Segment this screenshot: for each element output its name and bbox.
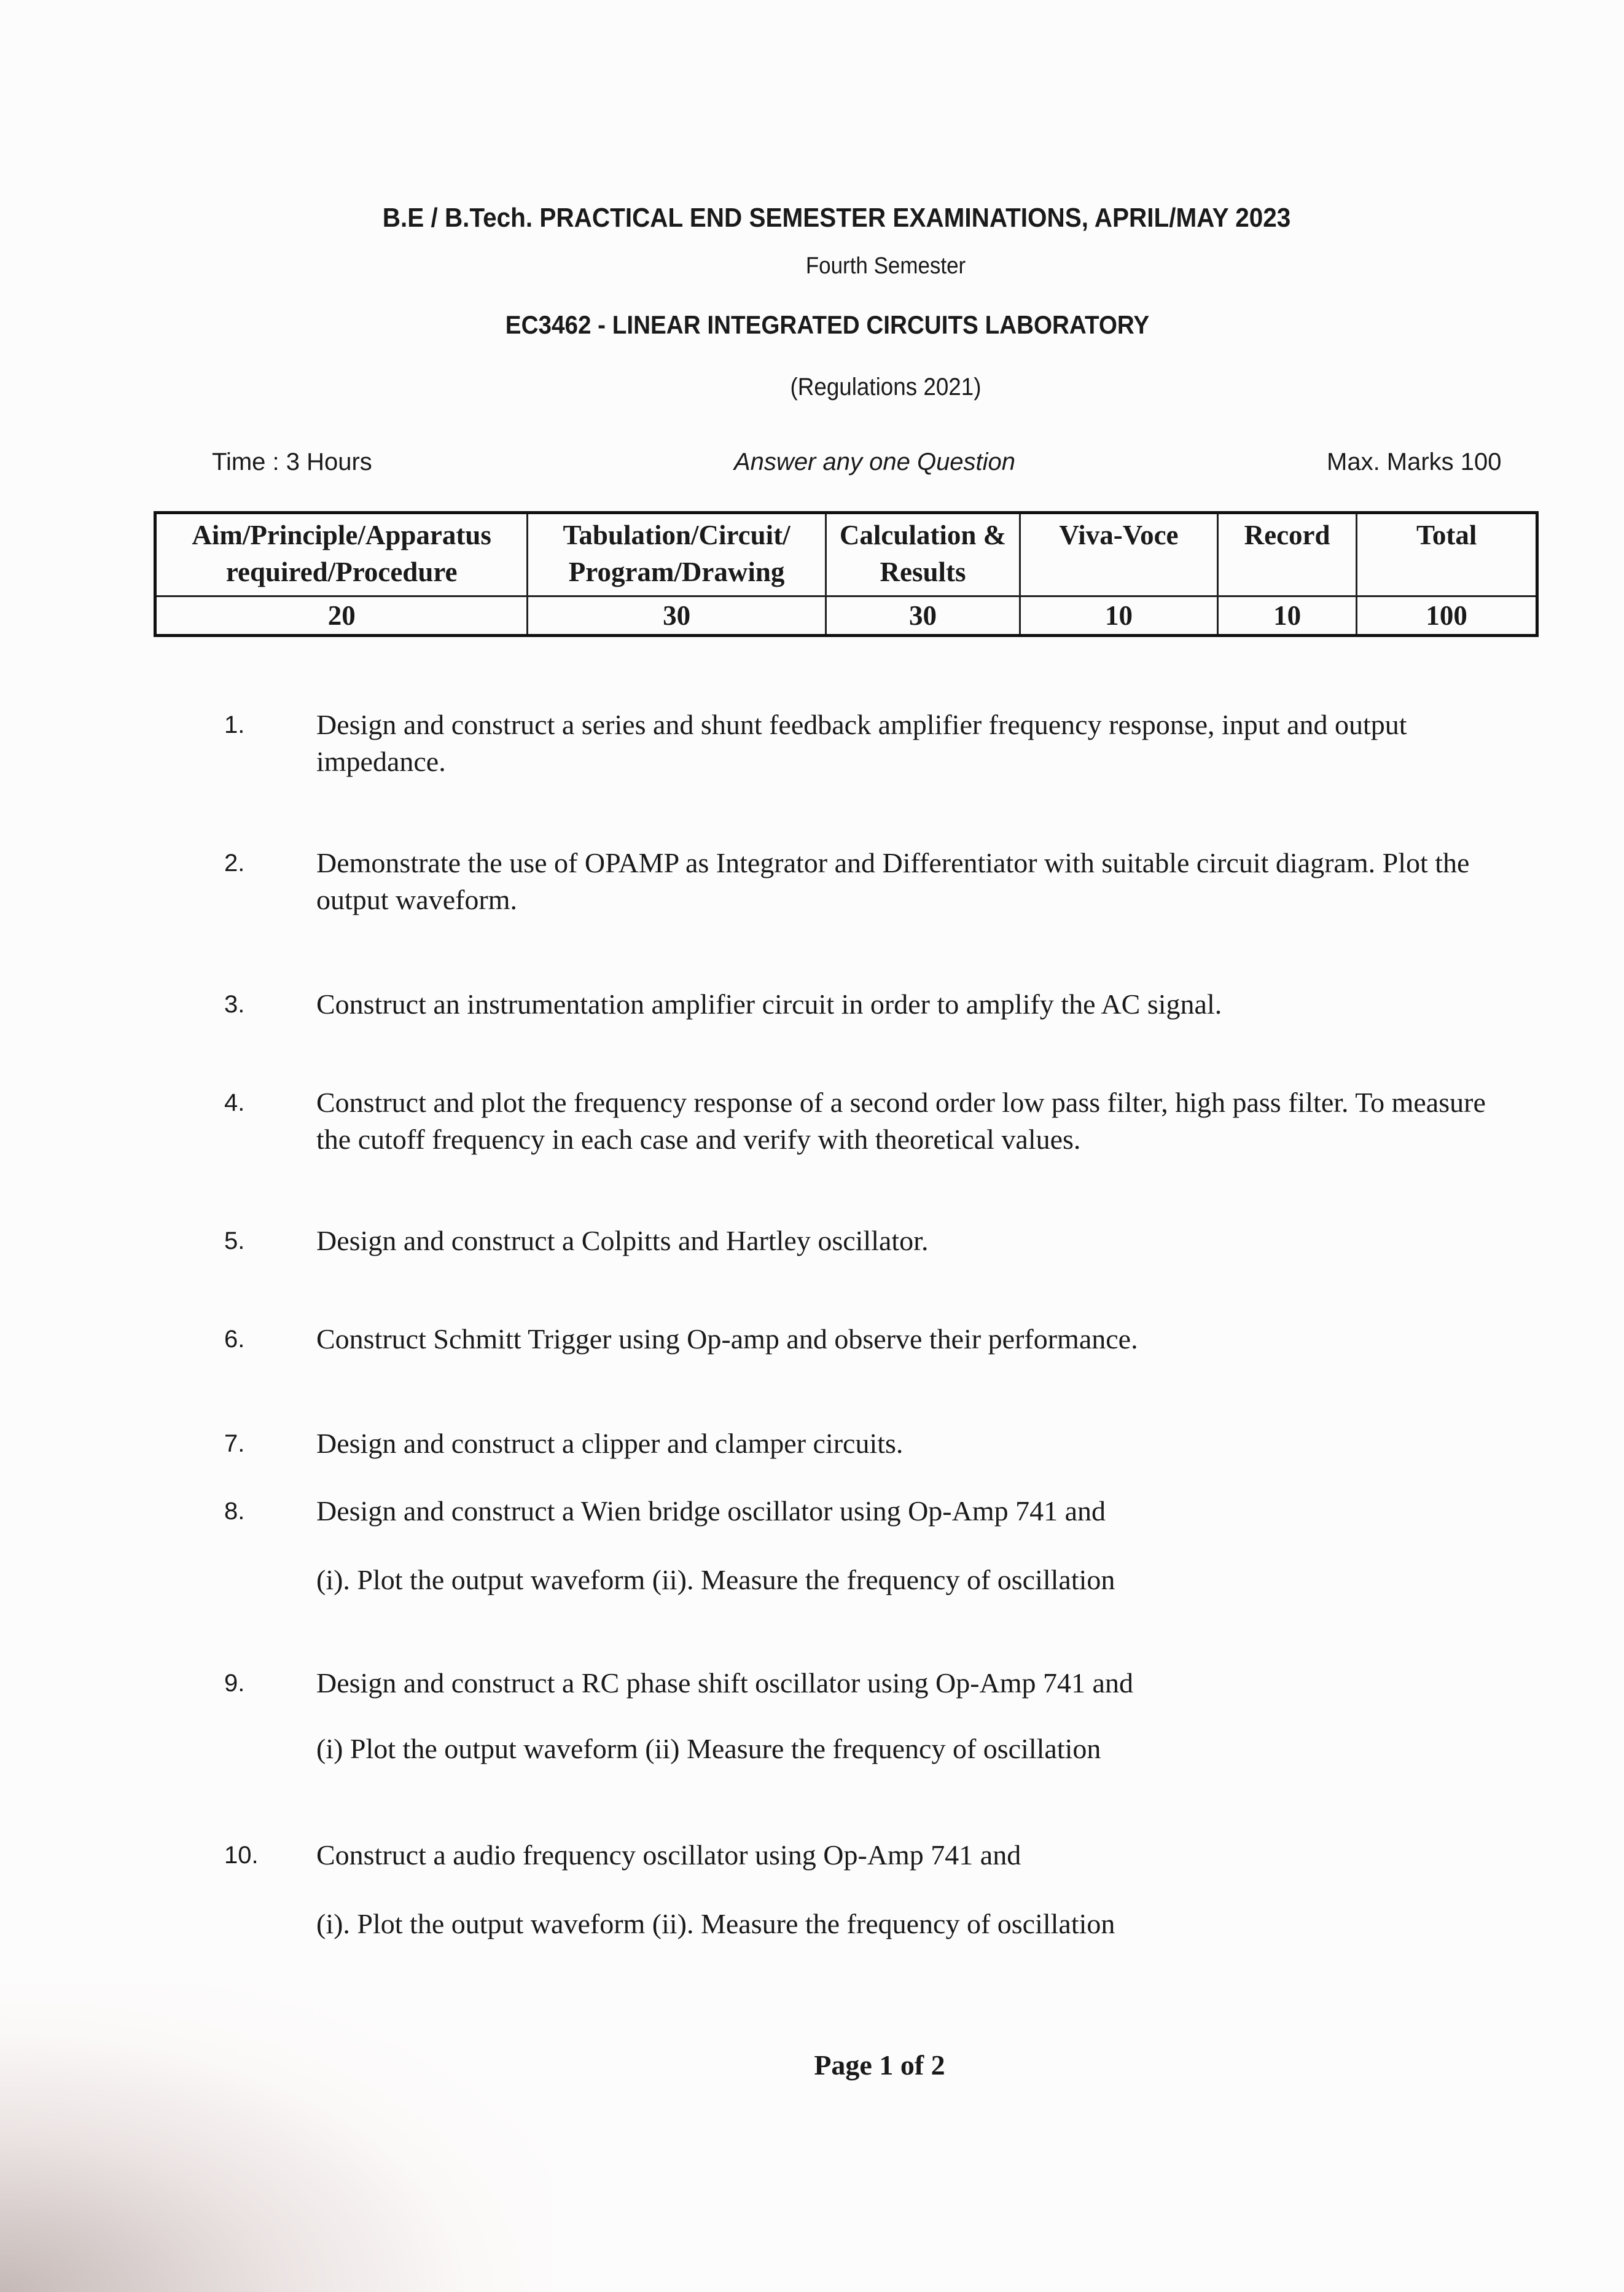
question-number: 10. — [224, 1842, 259, 1869]
question-text: Design and construct a Wien bridge oscillator using Op-Amp 741 and — [316, 1495, 1106, 1527]
question-text: Design and construct a series and shunt feedback amplifier frequency response, input and output impedance. — [316, 709, 1407, 777]
question-number: 5. — [224, 1227, 245, 1254]
question-subparts: (i) Plot the output waveform (ii) Measure the frequency of oscillation — [316, 1733, 1101, 1764]
question-text: Design and construct a RC phase shift oscillator using Op-Amp 741 and — [316, 1667, 1133, 1699]
marks-aim-procedure: 20 — [155, 596, 528, 636]
page-number: Page 1 of 2 — [814, 2049, 945, 2081]
question-text: Design and construct a Colpitts and Hartley oscillator. — [316, 1225, 929, 1256]
question-number: 6. — [224, 1326, 245, 1353]
exam-title: B.E / B.Tech. PRACTICAL END SEMESTER EXAMINATIONS, APRIL/MAY 2023 — [382, 203, 1291, 233]
regulations: (Regulations 2021) — [790, 374, 982, 401]
question-number: 1. — [224, 711, 245, 738]
question-number: 8. — [224, 1498, 245, 1525]
marks-total: 100 — [1357, 596, 1537, 636]
header-viva-voce: Viva-Voce — [1020, 513, 1218, 596]
question-text: Demonstrate the use of OPAMP as Integrator and Differentiator with suitable circuit diagram. Plot the output waveform. — [316, 847, 1470, 915]
question-subparts: (i). Plot the output waveform (ii). Measure the frequency of oscillation — [316, 1908, 1115, 1939]
header-calculation: Calculation & Results — [826, 513, 1020, 596]
question-number: 3. — [224, 991, 245, 1018]
header-total: Total — [1357, 513, 1537, 596]
max-marks: Max. Marks 100 — [1327, 448, 1502, 475]
semester: Fourth Semester — [805, 253, 966, 279]
question-subparts: (i). Plot the output waveform (ii). Measure the frequency of oscillation — [316, 1564, 1115, 1595]
question-number: 4. — [224, 1089, 245, 1116]
marks-viva-voce: 10 — [1020, 596, 1218, 636]
marks-record: 10 — [1217, 596, 1357, 636]
table-row — [155, 596, 1537, 636]
question-number: 9. — [224, 1670, 245, 1697]
exam-duration: Time : 3 Hours — [212, 448, 372, 475]
question-text: Construct a audio frequency oscillator using Op-Amp 741 and — [316, 1839, 1021, 1871]
question-text: Construct an instrumentation amplifier circuit in order to amplify the AC signal. — [316, 988, 1222, 1020]
header-tabulation: Tabulation/Circuit/ Program/Drawing — [528, 513, 826, 596]
table-header-row — [155, 513, 1537, 596]
header-record: Record — [1217, 513, 1357, 596]
question-number: 7. — [224, 1430, 245, 1457]
course-title: EC3462 - LINEAR INTEGRATED CIRCUITS LABORATORY — [505, 310, 1150, 339]
photo-shadow — [0, 1985, 553, 2292]
marks-distribution-table — [154, 511, 1539, 637]
question-number: 2. — [224, 850, 245, 877]
exam-instruction: Answer any one Question — [734, 448, 1016, 475]
question-text: Design and construct a clipper and clamper circuits. — [316, 1428, 904, 1459]
header-aim-procedure: Aim/Principle/Apparatus required/Procedure — [155, 513, 528, 596]
marks-tabulation: 30 — [528, 596, 826, 636]
question-text: Construct Schmitt Trigger using Op-amp and observe their performance. — [316, 1323, 1138, 1355]
question-text: Construct and plot the frequency response of a second order low pass filter, high pass filter. To measure the cutoff frequency in each case and verify with theoretical values. — [316, 1087, 1486, 1155]
marks-calculation: 30 — [826, 596, 1020, 636]
